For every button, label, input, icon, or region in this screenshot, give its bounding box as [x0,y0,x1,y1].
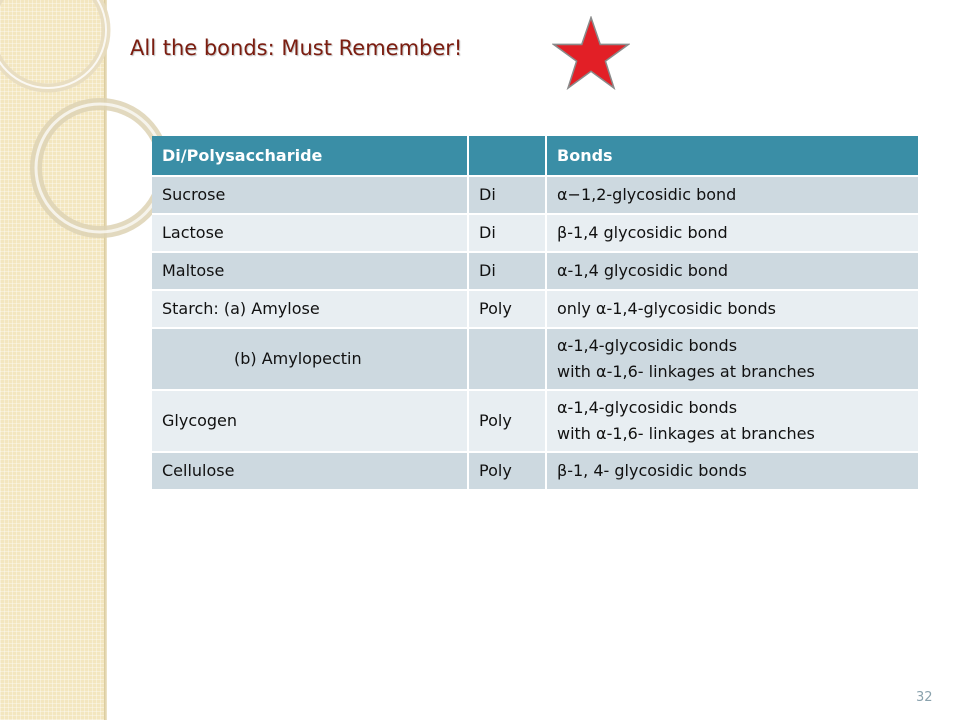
cell-bond-line-1: α-1,4-glycosidic bonds [557,398,738,417]
table-row [152,390,919,452]
table-row [152,252,919,290]
cell-bond-line-1: α-1,4-glycosidic bonds [557,336,738,355]
table-row [152,290,919,328]
bonds-table [152,136,920,491]
cell-type: Di [468,252,546,290]
cell-type: Poly [468,390,546,452]
table-row [152,214,919,252]
cell-type: Poly [468,452,546,490]
cell-name: Sucrose [152,176,468,214]
cell-type [468,328,546,390]
cell-name: Maltose [152,252,468,290]
cell-name: Starch: (a) Amylose [152,290,468,328]
cell-bond: α-1,4 glycosidic bond [546,252,919,290]
cell-name: Lactose [152,214,468,252]
cell-name: Glycogen [152,390,468,452]
cell-bond [546,390,919,452]
cell-bond [546,328,919,390]
star-icon [552,16,630,90]
table-row [152,328,919,390]
table-row [152,176,919,214]
column-header-bonds: Bonds [546,136,919,176]
cell-type: Di [468,214,546,252]
cell-type: Poly [468,290,546,328]
cell-bond: only α-1,4-glycosidic bonds [546,290,919,328]
table-row [152,452,919,490]
cell-bond: α−1,2-glycosidic bond [546,176,919,214]
cell-name: (b) Amylopectin [152,328,468,390]
cell-bond-line-2: with α-1,6- linkages at branches [557,362,815,381]
table-header-row [152,136,919,176]
column-header-name: Di/Polysaccharide [152,136,468,176]
cell-bond: β-1, 4- glycosidic bonds [546,452,919,490]
page-number: 32 [916,690,933,705]
cell-bond-line-2: with α-1,6- linkages at branches [557,424,815,443]
column-header-type [468,136,546,176]
cell-name: Cellulose [152,452,468,490]
cell-bond: β-1,4 glycosidic bond [546,214,919,252]
cell-type: Di [468,176,546,214]
slide-title: All the bonds: Must Remember! [130,36,463,60]
